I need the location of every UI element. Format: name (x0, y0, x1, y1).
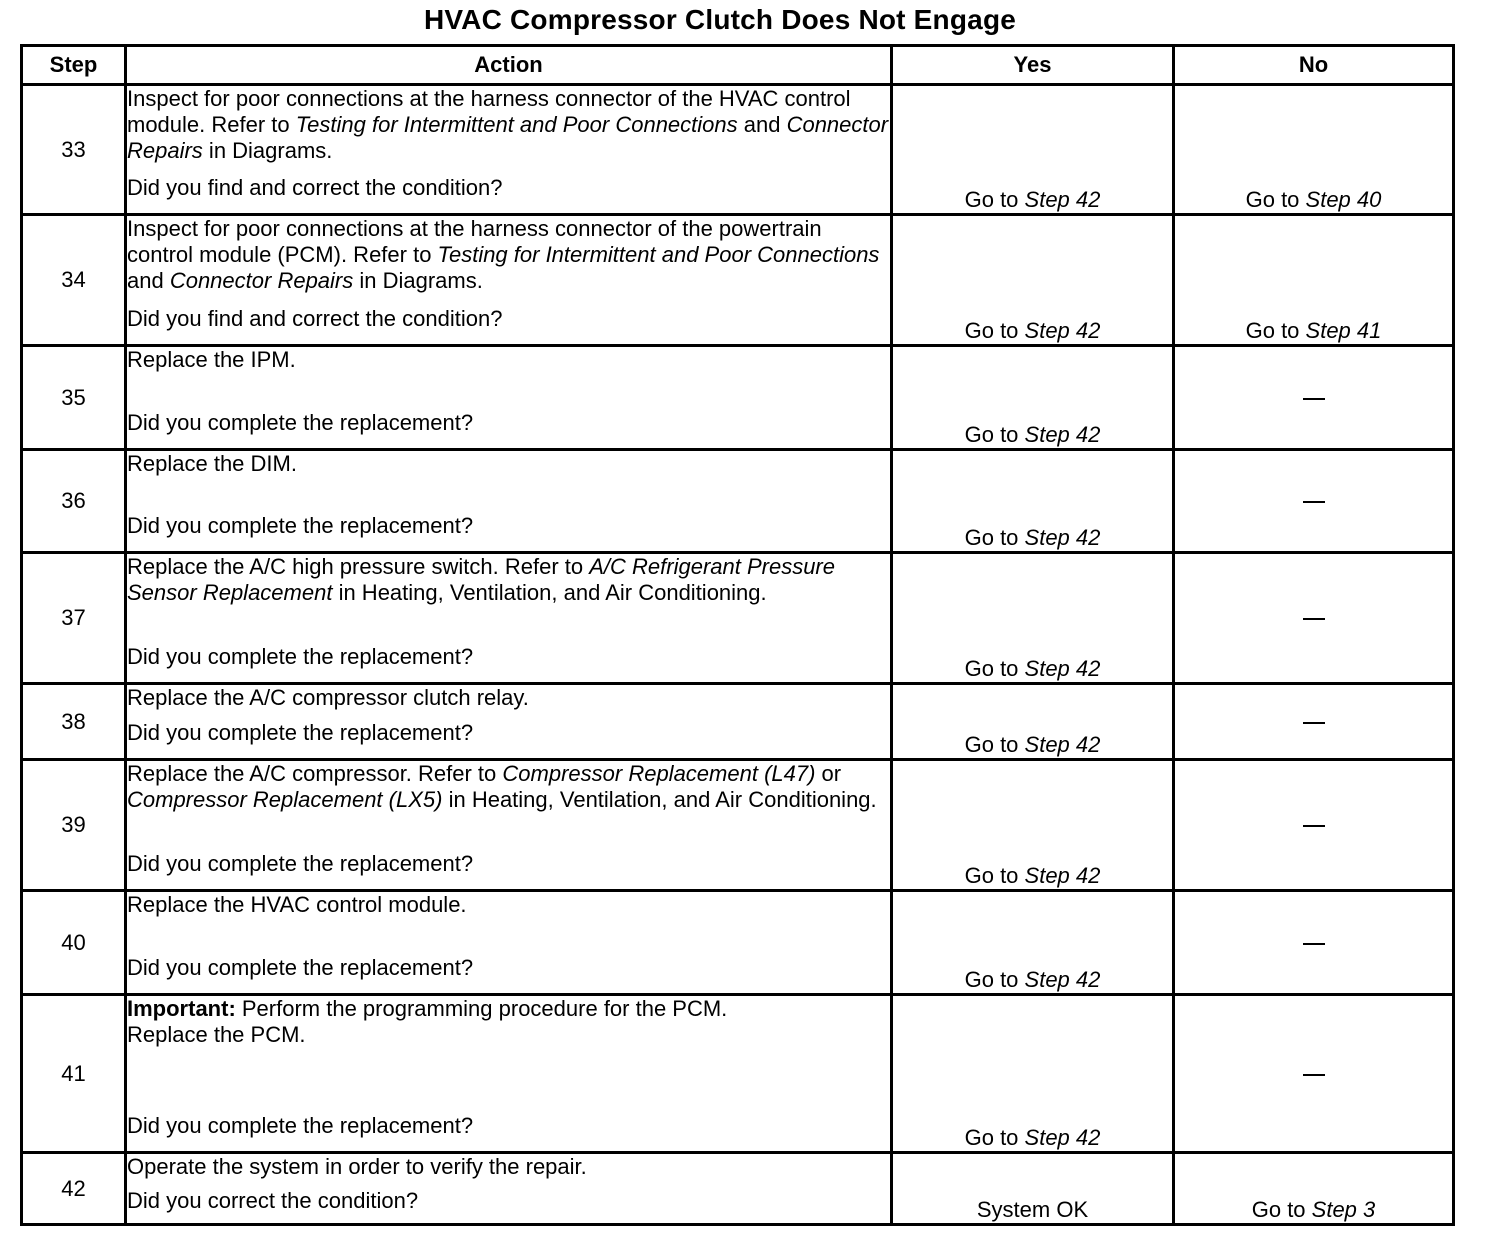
header-action: Action (126, 46, 892, 85)
document-title: HVAC Compressor Clutch Does Not Engage (423, 4, 1017, 35)
instruction-text: Replace the A/C high pressure switch. Refer to (127, 554, 590, 579)
table-row (22, 215, 1454, 346)
action-cell (126, 1153, 892, 1225)
step-number: 36 (22, 450, 126, 553)
instruction-text: in Diagrams. (202, 138, 333, 163)
table-row (22, 995, 1454, 1153)
action-question: Did you complete the replacement? (127, 1113, 474, 1138)
no-result-empty (1174, 891, 1454, 995)
dash-mark (1303, 722, 1325, 724)
yes-text: Go to (964, 187, 1025, 212)
step-number: 40 (22, 891, 126, 995)
action-instruction (127, 554, 890, 606)
instruction-text: or (815, 761, 842, 786)
yes-result (892, 450, 1174, 553)
yes-text: Step 42 (1024, 967, 1101, 992)
instruction-text: Perform the programming procedure for the PCM. (235, 996, 728, 1021)
instruction-text: and (127, 268, 170, 293)
yes-result (892, 891, 1174, 995)
yes-result (892, 684, 1174, 760)
step-number: 39 (22, 760, 126, 891)
dash-mark (1303, 943, 1325, 945)
instruction-text: Replace the PCM. (127, 1022, 306, 1047)
table-row (22, 684, 1454, 760)
no-result-empty (1174, 684, 1454, 760)
instruction-text: in Diagrams. (353, 268, 483, 293)
instruction-text: Replace the HVAC control module. (127, 892, 467, 917)
yes-text: Go to (964, 863, 1025, 888)
diagnostic-table (20, 44, 1455, 1226)
instruction-text: Inspect for poor connections at the harness connector of the powertrain control module (PCM). Refer to (127, 216, 822, 267)
yes-text: Go to (964, 318, 1025, 343)
no-result (1174, 1153, 1454, 1225)
action-question: Did you complete the replacement? (127, 513, 474, 538)
yes-result (892, 215, 1174, 346)
yes-text: Step 42 (1024, 525, 1101, 550)
table-body (22, 85, 1454, 1225)
action-question: Did you find and correct the condition? (127, 175, 503, 200)
instruction-text: Important: (127, 996, 236, 1021)
dash-mark (1303, 618, 1325, 620)
action-cell (126, 760, 892, 891)
no-text: Step 40 (1305, 187, 1382, 212)
no-text: Go to (1245, 318, 1306, 343)
action-cell (126, 891, 892, 995)
yes-result (892, 346, 1174, 450)
instruction-text: Connector Repairs (127, 112, 889, 163)
table-row (22, 450, 1454, 553)
action-question: Did you complete the replacement? (127, 851, 474, 876)
instruction-text: Compressor Replacement (LX5) (127, 787, 443, 812)
step-number: 34 (22, 215, 126, 346)
yes-result (892, 553, 1174, 684)
action-cell (126, 85, 892, 215)
action-cell (126, 553, 892, 684)
action-cell (126, 684, 892, 760)
no-result-empty (1174, 760, 1454, 891)
instruction-text: Compressor Replacement (L47) (502, 761, 816, 786)
instruction-text: in Heating, Ventilation, and Air Conditioning. (332, 580, 767, 605)
instruction-text: Replace the DIM. (127, 451, 297, 476)
action-question: Did you complete the replacement? (127, 410, 474, 435)
table-row (22, 891, 1454, 995)
action-cell (126, 346, 892, 450)
no-result-empty (1174, 450, 1454, 553)
instruction-text: in Heating, Ventilation, and Air Conditioning. (442, 787, 877, 812)
step-number: 37 (22, 553, 126, 684)
table-row (22, 760, 1454, 891)
action-cell (126, 215, 892, 346)
yes-text: Step 42 (1024, 422, 1101, 447)
no-text: Go to (1245, 187, 1306, 212)
table-row (22, 553, 1454, 684)
header-no: No (1174, 46, 1454, 85)
yes-text: System OK (976, 1197, 1089, 1222)
table-row (22, 1153, 1454, 1225)
yes-text: Step 42 (1024, 1125, 1101, 1150)
dash-mark (1303, 1074, 1325, 1076)
action-instruction (127, 216, 890, 294)
yes-text: Go to (964, 656, 1025, 681)
action-instruction (127, 761, 890, 813)
step-number: 38 (22, 684, 126, 760)
no-result-empty (1174, 995, 1454, 1153)
dash-mark (1303, 398, 1325, 400)
table-row (22, 346, 1454, 450)
yes-result (892, 85, 1174, 215)
action-cell (126, 450, 892, 553)
instruction-text: A/C Refrigerant Pressure Sensor Replacement (127, 554, 835, 605)
action-cell (126, 995, 892, 1153)
action-question: Did you complete the replacement? (127, 955, 474, 980)
instruction-text: Replace the A/C compressor. Refer to (127, 761, 503, 786)
step-number: 41 (22, 995, 126, 1153)
yes-text: Step 42 (1024, 863, 1101, 888)
instruction-text: Testing for Intermittent and Poor Connections (295, 112, 738, 137)
no-result-empty (1174, 553, 1454, 684)
step-number: 42 (22, 1153, 126, 1225)
step-number: 35 (22, 346, 126, 450)
no-result (1174, 85, 1454, 215)
yes-result (892, 1153, 1174, 1225)
action-question: Did you complete the replacement? (127, 720, 474, 745)
action-question: Did you find and correct the condition? (127, 306, 503, 331)
yes-text: Step 42 (1024, 187, 1101, 212)
yes-text: Step 42 (1024, 656, 1101, 681)
instruction-text: Replace the A/C compressor clutch relay. (127, 685, 529, 710)
instruction-text: Inspect for poor connections at the harness connector of the HVAC control module. Refer to (127, 86, 851, 137)
table-row (22, 85, 1454, 215)
instruction-text: Testing for Intermittent and Poor Connections (437, 242, 880, 267)
step-number: 33 (22, 85, 126, 215)
instruction-text: Replace the IPM. (127, 347, 296, 372)
no-result (1174, 215, 1454, 346)
dash-mark (1303, 501, 1325, 503)
yes-text: Go to (964, 1125, 1025, 1150)
no-text: Step 3 (1311, 1197, 1376, 1222)
action-instruction (127, 996, 890, 1048)
no-text: Step 41 (1305, 318, 1382, 343)
yes-text: Go to (964, 525, 1025, 550)
action-instruction (127, 685, 890, 711)
no-text: Go to (1251, 1197, 1312, 1222)
action-question: Did you complete the replacement? (127, 644, 474, 669)
yes-text: Step 42 (1024, 732, 1101, 757)
yes-result (892, 760, 1174, 891)
instruction-text: and (737, 112, 787, 137)
header-step: Step (22, 46, 126, 85)
instruction-text: Connector Repairs (169, 268, 354, 293)
yes-result (892, 995, 1174, 1153)
action-instruction (127, 451, 890, 477)
dash-mark (1303, 825, 1325, 827)
action-instruction (127, 86, 890, 164)
action-instruction (127, 892, 890, 918)
yes-text: Go to (964, 732, 1025, 757)
action-instruction (127, 347, 890, 373)
table-header-row (22, 46, 1454, 85)
yes-text: Go to (964, 422, 1025, 447)
header-yes: Yes (892, 46, 1174, 85)
yes-text: Go to (964, 967, 1025, 992)
yes-text: Step 42 (1024, 318, 1101, 343)
action-instruction (127, 1154, 890, 1180)
action-question: Did you correct the condition? (127, 1188, 419, 1213)
no-result-empty (1174, 346, 1454, 450)
instruction-text: Operate the system in order to verify the repair. (127, 1154, 587, 1179)
